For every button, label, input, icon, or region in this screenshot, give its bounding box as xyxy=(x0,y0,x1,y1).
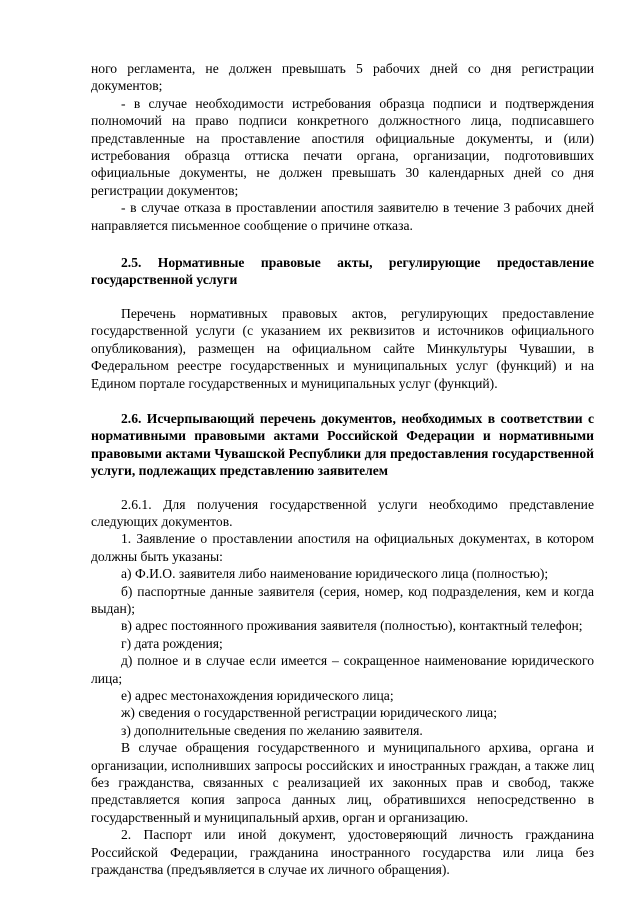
list-item-1: 1. Заявление о проставлении апостиля на официальных документах, в котором должны быть указаны: xyxy=(91,531,594,564)
list-subitem-z: з) дополнительные сведения по желанию заявителя. xyxy=(121,722,423,738)
paragraph-continuation: ного регламента, не должен превышать 5 рабочих дней со дня регистрации документов; xyxy=(91,61,594,94)
paragraph-2-6-1: 2.6.1. Для получения государственной услуги необходимо представление следующих документов. xyxy=(91,496,594,529)
heading-section-2-5: 2.5. Нормативные правовые акты, регулирующие предоставление государственной услуги xyxy=(91,255,594,288)
document-page xyxy=(91,60,594,878)
list-subitem-e: е) адрес местонахождения юридического лица; xyxy=(121,688,394,703)
heading-section-2-6: 2.6. Исчерпывающий перечень документов, необходимых в соответствии с нормативными правовыми актами Российской Федерации и нормативными правовыми актами Чувашской Республики для предоставления государственной услуги, подлежащих представлению заявителем xyxy=(91,410,594,479)
list-subitem-v: в) адрес постоянного проживания заявителя (полностью), контактный телефон; xyxy=(121,618,583,634)
list-item-2: 2. Паспорт или иной документ, удостоверяющий личность гражданина Российской Федерации, гражданина иностранного государства или лица без гражданства (предъявляется в случае их личного обращения). xyxy=(91,827,594,878)
list-subitem-d: д) полное и в случае если имеется – сокращенное наименование юридического лица; xyxy=(91,653,594,686)
paragraph-section-2-5: Перечень нормативных правовых актов, регулирующих предоставление государственной услуги (с указанием их реквизитов и источников официального опубликования), размещен на официальном сайте Минкультуры Чувашии, в Федеральном реестре государственных и муниципальных услуг (функций) и на Едином портале государственных и муниципальных услуг (функций). xyxy=(91,305,594,391)
list-subitem-a: а) Ф.И.О. заявителя либо наименование юридического лица (полностью); xyxy=(121,566,549,582)
list-subitem-b: б) паспортные данные заявителя (серия, номер, код подразделения, кем и когда выдан); xyxy=(91,583,594,616)
list-subitem-zh: ж) сведения о государственной регистрации юридического лица; xyxy=(121,705,497,721)
paragraph-refusal: - в случае отказа в проставлении апостиля заявителю в течение 3 рабочих дней направляется письменное сообщение о причине отказа. xyxy=(91,200,594,233)
list-subitem-g: г) дата рождения; xyxy=(121,635,223,651)
paragraph-archive-case: В случае обращения государственного и муниципального архива, органа и организации, исполнивших запросы российских и иностранных граждан, а также лиц без гражданства, связанных с реализацией их законных прав и свобод, также представляется копия запроса данных лиц, обратившихся непосредственно в государственный и муниципальный архив, орган и организацию. xyxy=(91,740,594,825)
paragraph-signature-request: - в случае необходимости истребования образца подписи и подтверждения полномочий на право подписи конкретного должностного лица, подписавшего представленные на проставление апостиля официальные документы, и (или) истребования образца оттиска печати органа, организации, подготовивших официальные документы, не должен превышать 30 календарных дней со дня регистрации документов; xyxy=(91,95,594,198)
